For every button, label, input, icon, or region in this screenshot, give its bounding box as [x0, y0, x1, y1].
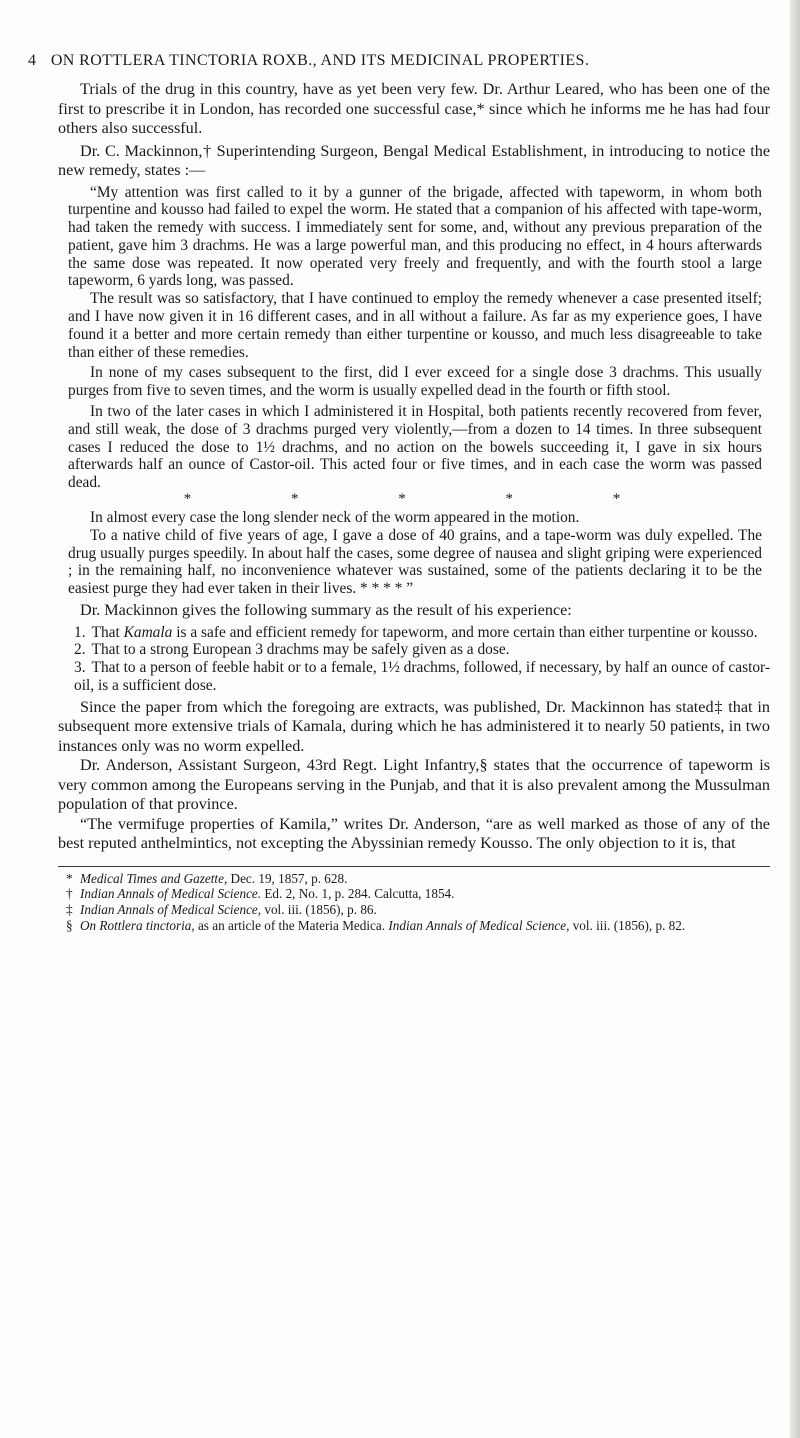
- running-head: [28, 52, 788, 70]
- paragraph-vermifuge: “The vermifuge properties of Kamila,” writes Dr. Anderson, “are as well marked as those of any of the best reputed anthelmintics, not excepting the Abyssinian remedy Kousso. The only objection to it is, that: [58, 814, 770, 853]
- footnote: † Indian Annals of Medical Science. Ed. 2, No. 1, p. 284. Calcutta, 1854.: [66, 886, 455, 902]
- paragraph-anderson: Dr. Anderson, Assistant Surgeon, 43rd Regt. Light Infantry,§ states that the occurrence of tapeworm is very common among the Europeans serving in the Punjab, and that it is also prevalent among the Mussulman population of that province.: [58, 756, 770, 814]
- quote-paragraph: In two of the later cases in which I administered it in Hospital, both patients recently recovered from fever, and still weak, the dose of 3 drachms purged very violently,—from a dozen to 14 times. In three subsequent cases I reduced the dose to 1½ drachms, and no action on the bowels succeeding it, I gave in six hours afterwards half an ounce of Castor-oil. This acted four or five times, and in each case the worm was passed dead.: [68, 403, 762, 492]
- footnote-rule: [58, 866, 770, 867]
- quote-paragraph: “My attention was first called to it by a gunner of the brigade, affected with tapeworm, in whom both turpentine and kousso had failed to expel the worm. He stated that a companion of his affected with tape-worm, had taken the remedy with success. I immediately sent for some, and, without any previous preparation of the patient, gave him 3 drachms. He was a large powerful man, and this producing no effect, in 4 hours afterwards the same dose was repeated. It now operated very freely and frequently, and with the fourth stool a large tapeworm, 6 yards long, was passed.: [68, 183, 762, 290]
- page-body: [58, 80, 770, 933]
- summary-item: 3. That to a person of feeble habit or to a female, 1½ drachms, followed, if necessary, by half an ounce of castor-oil, is a sufficient dose.: [74, 659, 770, 694]
- footnote: § On Rottlera tinctoria, as an article of the Materia Medica. Indian Annals of Medical Science, vol. iii. (1856), p. 82.: [66, 917, 686, 933]
- quote-paragraph: To a native child of five years of age, I gave a dose of 40 grains, and a tape-worm was duly expelled. The drug usually purges speedily. In about half the cases, some degree of nausea and slight griping were experienced ; in the remaining half, no inconvenience whatever was sustained, some of the patients declaring it to be the easiest purge they had ever taken in their lives. * * * * ”: [68, 526, 762, 598]
- ellipsis-stars: * * * * *: [183, 491, 669, 508]
- paragraph-mackinnon-intro: Dr. C. Mackinnon,† Superintending Surgeon, Bengal Medical Establishment, in introducing to notice the new remedy, states :—: [58, 141, 770, 179]
- page-number: 4: [28, 52, 37, 69]
- quote-paragraph: The result was so satisfactory, that I have continued to employ the remedy whenever a case presented itself; and I have now given it in 16 different cases, and in all without a failure. As far as my experience goes, I have found it a better and more certain remedy than either turpentine or kousso, and much less disagreeable to take than either of these remedies.: [68, 290, 762, 361]
- footnote: * Medical Times and Gazette, Dec. 19, 1857, p. 628.: [66, 870, 348, 886]
- footnote: ‡ Indian Annals of Medical Science, vol. iii. (1856), p. 86.: [66, 901, 377, 917]
- quote-paragraph: In none of my cases subsequent to the first, did I ever exceed for a single dose 3 drachms. This usually purges from five to seven times, and the worm is usually expelled dead in the fourth or fifth stool.: [68, 364, 762, 400]
- quotation-block: [68, 184, 762, 599]
- summary-list: [58, 624, 770, 695]
- summary-item: 1. That Kamala is a safe and efficient remedy for tapeworm, and more certain than either turpentine or kousso.: [74, 623, 758, 641]
- running-head-title: ON ROTTLERA TINCTORIA ROXB., AND ITS MEDICINAL PROPERTIES.: [50, 52, 590, 69]
- paragraph-summary-intro: Dr. Mackinnon gives the following summary as the result of his experience:: [80, 601, 572, 620]
- quote-paragraph: In almost every case the long slender neck of the worm appeared in the motion.: [90, 509, 580, 527]
- page-edge-shadow: [790, 0, 800, 1438]
- paragraph-later-trials: Since the paper from which the foregoing are extracts, was published, Dr. Mackinnon has stated‡ that in subsequent more extensive trials of Kamala, during which he has administered it to nearly 50 patients, in two instances only was no worm expelled.: [58, 697, 770, 755]
- paragraph-trials: Trials of the drug in this country, have as yet been very few. Dr. Arthur Leared, who has been one of the first to prescribe it in London, has recorded one successful case,* since which he informs me he has had four others also successful.: [58, 80, 770, 137]
- summary-item: 2. That to a strong European 3 drachms may be safely given as a dose.: [74, 641, 510, 659]
- footnotes: [58, 871, 770, 933]
